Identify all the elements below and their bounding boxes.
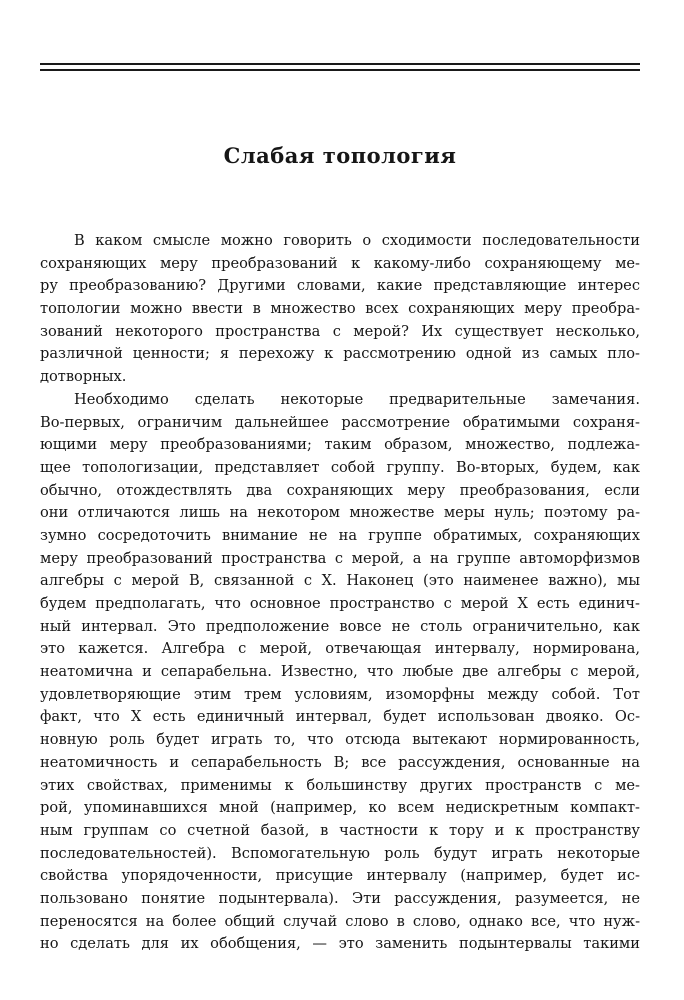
text-line: топологии можно ввести в множество всех сохраняющих меру преобра- (40, 300, 640, 318)
text-line: неатомичность и сепарабельность B; все рассуждения, основанные на (40, 753, 640, 771)
text-line: пользовано понятие подынтервала). Эти рассуждения, разумеется, не (40, 889, 640, 907)
text-line: меру преобразований пространства с мерой, а на группе автоморфизмов (40, 549, 640, 567)
text-line: последовательностей). Вспомогательную роль будут играть некоторые (40, 844, 640, 862)
text-line: зумно сосредоточить внимание не на группе обратимых, сохраняющих (40, 526, 640, 544)
text-line: это кажется. Алгебра с мерой, отвечающая интервалу, нормирована, (40, 640, 640, 658)
text-line: различной ценности; я перехожу к рассмотрению одной из самых пло- (40, 345, 640, 363)
text-line: переносятся на более общий случай слово в слово, однако все, что нуж- (40, 912, 640, 930)
paragraph-1 (40, 230, 640, 389)
text-line: будем предполагать, что основное пространство с мерой X есть единич- (40, 595, 640, 612)
text-line: ным группам со счетной базой, в частности к тору и к пространству (40, 821, 640, 839)
text-line: Во-первых, ограничим дальнейшее рассмотрение обратимыми сохраня- (40, 413, 640, 431)
text-line: обычно, отождествлять два сохраняющих меру преобразования, если (40, 481, 640, 499)
text-line: они отличаются лишь на некотором множестве меры нуль; поэтому ра- (40, 504, 640, 522)
body-text (40, 230, 640, 956)
text-line: щее топологизации, представляет собой группу. Во-вторых, будем, как (40, 458, 640, 476)
text-line: Необходимо сделать некоторые предварительные замечания. (74, 390, 640, 408)
header-rule (40, 63, 640, 71)
text-line: этих свойствах, применимы к большинству других пространств с ме- (40, 776, 640, 794)
paragraph-2 (40, 389, 640, 956)
text-line: зований некоторого пространства с мерой? Их существует несколько, (40, 322, 640, 340)
text-line: ный интервал. Это предположение вовсе не столь ограничительно, как (40, 617, 640, 635)
text-line: дотворных. (40, 368, 127, 386)
text-line: рой, упоминавшихся мной (например, ко всем недискретным компакт- (40, 799, 640, 817)
text-line: сохраняющих меру преобразований к какому-либо сохраняющему ме- (40, 254, 640, 272)
text-line: алгебры с мерой B, связанной с X. Наконец (это наименее важно), мы (40, 572, 640, 590)
text-line: ру преобразованию? Другими словами, какие представляющие интерес (40, 277, 640, 295)
text-line: но сделать для их обобщения, — это заменить подынтервалы такими (40, 935, 640, 953)
section-title: Слабая топология (223, 143, 457, 168)
text-line: свойства упорядоченности, присущие интервалу (например, будет ис- (40, 867, 640, 885)
text-line: В каком смысле можно говорить о сходимости последовательности (74, 232, 640, 249)
text-line: факт, что X есть единичный интервал, будет использован двояко. Ос- (40, 708, 640, 726)
text-line: удовлетворяющие этим трем условиям, изоморфны между собой. Тот (40, 685, 640, 703)
bottom-rule-line (40, 69, 640, 71)
top-rule-line (40, 63, 640, 65)
text-line: новную роль будет играть то, что отсюда вытекают нормированность, (40, 731, 640, 749)
text-line: неатомична и сепарабельна. Известно, что любые две алгебры с мерой, (40, 663, 640, 681)
text-line: ющими меру преобразованиями; таким образом, множество, подлежа- (40, 436, 640, 454)
